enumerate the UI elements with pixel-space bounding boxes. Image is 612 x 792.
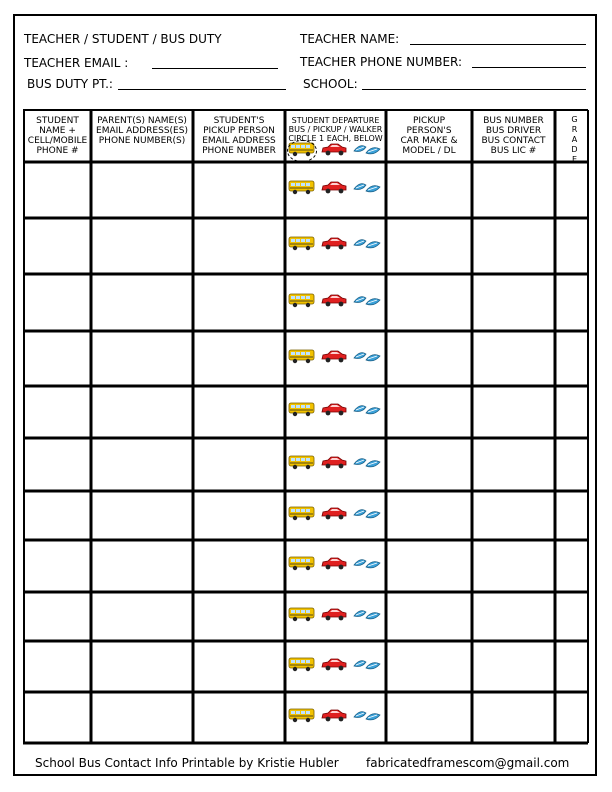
cell-pickup-person[interactable] [195,493,283,538]
teacher-email-label: TEACHER EMAIL : [24,56,129,70]
cell-pickup-person[interactable] [195,164,283,216]
cell-departure[interactable] [287,440,384,489]
column-header-line: EMAIL ADDRESS [202,136,276,146]
cell-pickup-person[interactable] [195,440,283,489]
column-header-line: PERSON'S [406,126,452,136]
cell-pickup-person[interactable] [195,333,283,384]
cell-student[interactable] [26,388,89,436]
cell-car-make[interactable] [388,594,470,639]
cell-bus-info[interactable] [474,388,553,436]
cell-pickup-person[interactable] [195,276,283,329]
cell-grade[interactable] [557,542,586,590]
cell-parent[interactable] [93,493,191,538]
column-header-grade [565,115,585,165]
cell-departure[interactable] [287,694,384,741]
cell-student[interactable] [26,493,89,538]
teacher-phone-label: TEACHER PHONE NUMBER: [300,55,463,69]
grade-letter: A [571,135,579,144]
cell-bus-info[interactable] [474,220,553,272]
cell-student[interactable] [26,276,89,329]
column-header-car-make [387,116,471,156]
cell-student[interactable] [26,694,89,741]
cell-pickup-person[interactable] [195,594,283,639]
cell-car-make[interactable] [388,333,470,384]
cell-bus-info[interactable] [474,333,553,384]
cell-car-make[interactable] [388,493,470,538]
departure-options[interactable] [288,142,384,160]
column-header-line: PHONE # [36,146,79,156]
cell-parent[interactable] [93,694,191,741]
cell-parent[interactable] [93,388,191,436]
cell-student[interactable] [26,164,89,216]
cell-parent[interactable] [93,643,191,690]
cell-student[interactable] [26,440,89,489]
column-header-line: PARENT(S) NAME(S) [97,116,187,126]
column-header-bus-info [473,116,554,156]
cell-pickup-person[interactable] [195,643,283,690]
cell-bus-info[interactable] [474,440,553,489]
cell-departure[interactable] [287,542,384,590]
cell-bus-info[interactable] [474,493,553,538]
cell-car-make[interactable] [388,276,470,329]
cell-departure[interactable] [287,333,384,384]
cell-grade[interactable] [557,333,586,384]
cell-car-make[interactable] [388,440,470,489]
cell-parent[interactable] [93,440,191,489]
cell-departure[interactable] [287,164,384,216]
column-header-student [25,116,90,156]
cell-pickup-person[interactable] [195,694,283,741]
column-header-line: NAME + [39,126,76,136]
column-header-parent [92,116,192,146]
cell-grade[interactable] [557,643,586,690]
column-header-line: BUS NUMBER [483,116,544,126]
cell-parent[interactable] [93,164,191,216]
column-header-line: BUS / PICKUP / WALKER [288,125,383,134]
grade-letter: R [571,125,579,134]
cell-grade[interactable] [557,388,586,436]
cell-student[interactable] [26,220,89,272]
cell-student[interactable] [26,643,89,690]
cell-departure[interactable] [287,594,384,639]
cell-departure[interactable] [287,276,384,329]
cell-parent[interactable] [93,594,191,639]
column-header-line: PICKUP PERSON [203,126,275,136]
cell-student[interactable] [26,542,89,590]
cell-pickup-person[interactable] [195,388,283,436]
footprints-icon[interactable] [352,141,382,161]
cell-grade[interactable] [557,493,586,538]
column-header-line: STUDENT DEPARTURE [291,116,380,125]
cell-grade[interactable] [557,164,586,216]
column-header-line: MODEL / DL [402,146,456,156]
cell-car-make[interactable] [388,220,470,272]
form-title: TEACHER / STUDENT / BUS DUTY [24,32,222,46]
cell-car-make[interactable] [388,542,470,590]
cell-pickup-person[interactable] [195,542,283,590]
cell-bus-info[interactable] [474,694,553,741]
grade-letter: G [571,115,579,124]
cell-car-make[interactable] [388,643,470,690]
grade-letter: E [571,155,579,164]
school-label: SCHOOL: [303,77,358,91]
cell-grade[interactable] [557,694,586,741]
cell-bus-info[interactable] [474,542,553,590]
cell-departure[interactable] [287,493,384,538]
cell-pickup-person[interactable] [195,220,283,272]
bus-duty-label: BUS DUTY PT.: [27,77,113,91]
cell-bus-info[interactable] [474,164,553,216]
cell-bus-info[interactable] [474,276,553,329]
red-car-icon[interactable] [320,141,348,161]
footer-credit: School Bus Contact Info Printable by Kristie Hubler [35,756,339,770]
school-bus-icon[interactable] [288,141,316,161]
cell-car-make[interactable] [388,388,470,436]
column-header-line: CAR MAKE & [400,136,458,146]
teacher-name-label: TEACHER NAME: [300,32,400,46]
cell-departure[interactable] [287,388,384,436]
column-header-line: PICKUP [412,116,446,126]
column-header-line: CELL/MOBILE [27,136,88,146]
cell-departure[interactable] [287,643,384,690]
column-header-line: STUDENT'S [213,116,265,126]
cell-departure[interactable] [287,220,384,272]
column-header-departure [286,116,385,143]
column-header-line: STUDENT [36,116,79,126]
cell-car-make[interactable] [388,164,470,216]
cell-parent[interactable] [93,542,191,590]
cell-bus-info[interactable] [474,643,553,690]
cell-bus-info[interactable] [474,594,553,639]
cell-parent[interactable] [93,276,191,329]
footer-email: fabricatedframescom@gmail.com [366,756,570,770]
column-header-line: BUS CONTACT [481,136,546,146]
footer [35,756,570,770]
cell-student[interactable] [26,333,89,384]
column-header-line: BUS LIC # [490,146,537,156]
cell-parent[interactable] [93,333,191,384]
cell-grade[interactable] [557,440,586,489]
cell-grade[interactable] [557,220,586,272]
column-header-line: CIRCLE 1 EACH, BELOW [288,134,383,143]
column-header-line: EMAIL ADDRESS(ES) [96,126,188,136]
column-header-line: BUS DRIVER [485,126,542,136]
cell-grade[interactable] [557,594,586,639]
grade-letter: D [571,145,579,154]
cell-car-make[interactable] [388,694,470,741]
cell-grade[interactable] [557,276,586,329]
cell-parent[interactable] [93,220,191,272]
column-header-line: PHONE NUMBER(S) [98,136,186,146]
column-header-pickup-person [194,116,284,156]
cell-student[interactable] [26,594,89,639]
column-header-line: PHONE NUMBER [202,146,276,156]
